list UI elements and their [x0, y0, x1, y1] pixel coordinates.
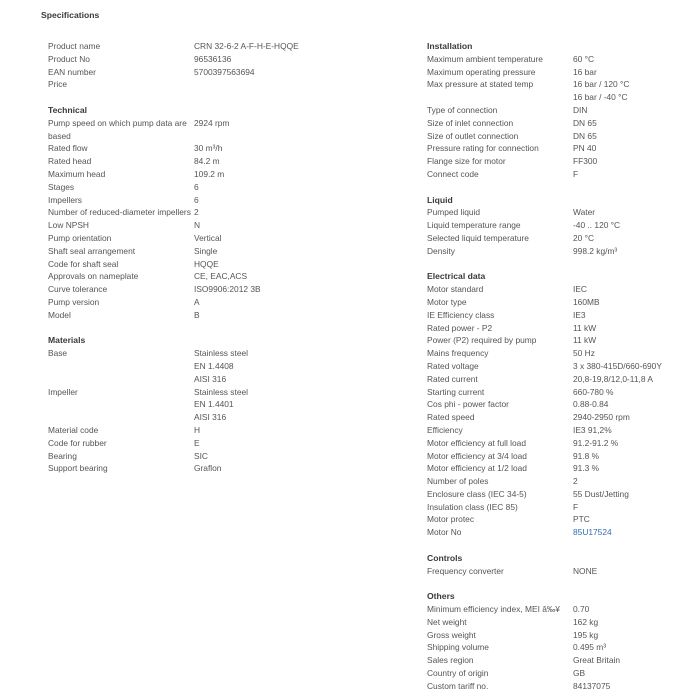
spec-label: Motor efficiency at 1/2 load — [427, 463, 527, 474]
spec-value: 16 bar — [573, 66, 597, 77]
spec-row — [427, 488, 697, 501]
spec-value: -40 .. 120 °C — [573, 220, 621, 231]
spec-value: Great Britain — [573, 655, 621, 666]
spec-value: NONE — [573, 565, 598, 576]
spec-value: 55 Dust/Jetting — [573, 488, 629, 499]
spec-row — [427, 130, 697, 143]
spec-label: Code for rubber — [48, 437, 107, 448]
spec-row — [427, 386, 697, 399]
spec-label: Sales region — [427, 655, 474, 666]
spec-label: Motor standard — [427, 284, 484, 295]
spec-label: Cos phi - power factor — [427, 399, 509, 410]
spec-row — [427, 680, 697, 693]
spec-value: 998.2 kg/m³ — [573, 245, 618, 256]
spec-row — [427, 526, 697, 539]
spec-row — [48, 142, 388, 155]
spec-value: 2 — [573, 476, 578, 487]
spec-row — [48, 437, 388, 450]
section-heading: Electrical data — [427, 271, 486, 282]
spec-row — [48, 258, 388, 271]
spec-row — [427, 168, 697, 181]
right-column — [427, 40, 697, 693]
spec-label: Rated head — [48, 156, 92, 167]
spec-row — [427, 654, 697, 667]
spec-label: Shipping volume — [427, 642, 489, 653]
spec-row — [48, 232, 388, 245]
spec-label: Enclosure class (IEC 34-5) — [427, 488, 527, 499]
spec-label: Shaft seal arrangement — [48, 245, 136, 256]
spec-row — [48, 78, 388, 91]
spec-row — [48, 347, 388, 360]
spec-label: Approvals on nameplate — [48, 271, 139, 282]
spec-label: Selected liquid temperature — [427, 232, 529, 243]
spec-value: 11 kW — [573, 335, 597, 346]
spec-row — [48, 40, 388, 53]
spec-label: Number of reduced-diameter impellers — [48, 207, 191, 218]
spec-label: Number of poles — [427, 476, 489, 487]
spec-row-continuation — [48, 398, 388, 411]
spec-row — [427, 450, 697, 463]
spec-value: IEC — [573, 284, 587, 295]
spec-row — [427, 462, 697, 475]
spec-value: AISI 316 — [194, 373, 227, 384]
spec-label: Motor efficiency at 3/4 load — [427, 450, 527, 461]
section-heading: Materials — [48, 335, 86, 346]
spec-label: Custom tariff no. — [427, 680, 489, 691]
spec-value: E — [194, 437, 200, 448]
spec-value: DIN — [573, 104, 588, 115]
spec-label-empty — [48, 398, 194, 411]
spec-value: 6 — [194, 181, 199, 192]
spec-label: Connect code — [427, 168, 479, 179]
spec-value: 109.2 m — [194, 168, 225, 179]
section-heading: Others — [427, 591, 455, 602]
spec-value: 162 kg — [573, 616, 599, 627]
spec-row — [48, 219, 388, 232]
others-section — [427, 590, 697, 692]
spec-value: F — [573, 501, 579, 512]
section-heading: Controls — [427, 552, 463, 563]
spec-row — [48, 450, 388, 463]
spec-row — [427, 437, 697, 450]
left-column — [48, 40, 388, 475]
spec-row — [48, 309, 388, 322]
spec-row — [427, 309, 697, 322]
spec-value: PTC — [573, 514, 590, 525]
spec-value: 91.8 % — [573, 450, 600, 461]
spec-label: Pump speed on which pump data are based — [48, 117, 187, 141]
spec-row — [427, 53, 697, 66]
liquid-section — [427, 194, 697, 258]
spec-value: FF300 — [573, 156, 598, 167]
spec-label: Impellers — [48, 194, 82, 205]
spec-value: 660-780 % — [573, 386, 614, 397]
spec-label: Maximum operating pressure — [427, 66, 536, 77]
spec-value: 6 — [194, 194, 199, 205]
spec-label: Type of connection — [427, 104, 498, 115]
spec-value: 5700397563694 — [194, 66, 255, 77]
general-section — [48, 40, 388, 91]
spec-row — [427, 603, 697, 616]
spec-row — [427, 641, 697, 654]
spec-value: AISI 316 — [194, 412, 227, 423]
spec-label: Rated current — [427, 373, 478, 384]
spec-value: 160MB — [573, 296, 600, 307]
spec-label: Rated flow — [48, 143, 88, 154]
spec-row-continuation — [48, 360, 388, 373]
spec-label: Pumped liquid — [427, 207, 481, 218]
spec-label: Size of outlet connection — [427, 130, 519, 141]
spec-row — [427, 78, 697, 91]
spec-value: 0.88-0.84 — [573, 399, 609, 410]
spec-value: CRN 32-6-2 A-F-H-E-HQQE — [194, 41, 299, 51]
electrical-section — [427, 270, 697, 539]
spec-label: Efficiency — [427, 424, 463, 435]
spec-label: Minimum efficiency index, MEI â‰¥ — [427, 604, 560, 615]
spec-label: Rated power - P2 — [427, 322, 493, 333]
spec-label: IE Efficiency class — [427, 309, 495, 320]
spec-row — [427, 155, 697, 168]
spec-label: Flange size for motor — [427, 156, 506, 167]
spec-label: Gross weight — [427, 629, 476, 640]
spec-row — [427, 411, 697, 424]
spec-value: A — [194, 296, 200, 307]
spec-value: 2924 rpm — [194, 117, 230, 128]
spec-value: 0.495 m³ — [573, 642, 607, 653]
spec-label: EAN number — [48, 66, 96, 77]
spec-value: Stainless steel — [194, 386, 248, 397]
spec-value: IE3 — [573, 309, 586, 320]
spec-row — [48, 117, 388, 143]
spec-value: Stainless steel — [194, 348, 248, 359]
spec-label: Pressure rating for connection — [427, 143, 539, 154]
spec-value: F — [573, 168, 579, 179]
spec-value: N — [194, 220, 201, 231]
spec-label: Rated voltage — [427, 360, 479, 371]
spec-row — [427, 296, 697, 309]
page-title: Specifications — [41, 10, 100, 20]
spec-value: 16 bar / -40 °C — [573, 92, 628, 103]
spec-row — [48, 53, 388, 66]
spec-value: DN 65 — [573, 130, 597, 141]
spec-row — [427, 398, 697, 411]
spec-value: HQQE — [194, 258, 219, 269]
spec-label: Rated speed — [427, 412, 475, 423]
spec-row — [48, 283, 388, 296]
spec-value: GB — [573, 668, 586, 679]
spec-row — [427, 616, 697, 629]
spec-row — [427, 565, 697, 578]
spec-row — [427, 104, 697, 117]
spec-row — [427, 322, 697, 335]
spec-row-continuation — [48, 411, 388, 424]
spec-row-continuation — [48, 373, 388, 386]
spec-value: Single — [194, 245, 218, 256]
technical-section — [48, 104, 388, 322]
spec-value: 91.3 % — [573, 463, 600, 474]
spec-row — [427, 501, 697, 514]
spec-value: 2940-2950 rpm — [573, 412, 630, 423]
spec-value: 60 °C — [573, 53, 595, 64]
spec-row — [427, 66, 697, 79]
spec-label: Motor No — [427, 527, 462, 538]
spec-label: Max pressure at stated temp — [427, 79, 534, 90]
spec-label: Product name — [48, 41, 101, 51]
spec-value — [194, 78, 388, 91]
spec-row — [48, 270, 388, 283]
spec-label: Size of inlet connection — [427, 117, 514, 128]
spec-row — [48, 66, 388, 79]
spec-label-empty — [48, 373, 194, 386]
spec-label: Support bearing — [48, 463, 108, 474]
spec-value: 96536136 — [194, 53, 232, 64]
spec-label: Price — [48, 79, 68, 90]
spec-row — [48, 424, 388, 437]
spec-label: Maximum head — [48, 168, 106, 179]
spec-label: Maximum ambient temperature — [427, 53, 543, 64]
controls-section — [427, 552, 697, 578]
spec-row — [427, 117, 697, 130]
spec-row — [427, 245, 697, 258]
spec-row — [427, 232, 697, 245]
spec-row — [427, 334, 697, 347]
spec-label: Low NPSH — [48, 220, 89, 231]
spec-row — [48, 462, 388, 475]
spec-value: ISO9906:2012 3B — [194, 284, 261, 295]
spec-value: B — [194, 309, 200, 320]
section-heading: Liquid — [427, 194, 453, 205]
spec-label: Curve tolerance — [48, 284, 108, 295]
spec-value: PN 40 — [573, 143, 597, 154]
spec-row — [427, 667, 697, 680]
motor-no-link[interactable]: 85U17524 — [573, 527, 612, 538]
spec-label: Mains frequency — [427, 348, 489, 359]
spec-label: Impeller — [48, 386, 78, 397]
spec-label: Product No — [48, 53, 90, 64]
spec-value: 2 — [194, 207, 199, 218]
spec-label: Pump orientation — [48, 232, 112, 243]
spec-row — [427, 475, 697, 488]
spec-label: Motor efficiency at full load — [427, 437, 526, 448]
spec-value: 20,8-19,8/12,0-11,8 A — [573, 373, 653, 384]
spec-label-empty — [427, 91, 573, 104]
spec-value: DN 65 — [573, 117, 597, 128]
spec-row — [48, 206, 388, 219]
spec-row — [48, 168, 388, 181]
spec-label: Material code — [48, 424, 99, 435]
spec-value: 30 m³/h — [194, 143, 223, 154]
spec-label: Motor type — [427, 296, 467, 307]
spec-value: 195 kg — [573, 629, 599, 640]
section-heading: Technical — [48, 104, 88, 115]
spec-row — [427, 629, 697, 642]
spec-row — [427, 360, 697, 373]
spec-label: Starting current — [427, 386, 485, 397]
spec-label: Code for shaft seal — [48, 258, 119, 269]
spec-label: Net weight — [427, 616, 467, 627]
spec-row — [427, 219, 697, 232]
spec-value: 20 °C — [573, 232, 595, 243]
spec-label: Power (P2) required by pump — [427, 335, 537, 346]
spec-value: 91.2-91.2 % — [573, 437, 619, 448]
spec-row — [427, 283, 697, 296]
spec-value: 3 x 380-415D/660-690Y — [573, 360, 662, 371]
spec-value: 84.2 m — [194, 156, 220, 167]
spec-value: EN 1.4408 — [194, 360, 234, 371]
materials-section — [48, 334, 388, 475]
spec-row — [427, 142, 697, 155]
spec-value: SIC — [194, 450, 208, 461]
spec-row — [48, 296, 388, 309]
spec-value: IE3 91,2% — [573, 424, 612, 435]
spec-value: Water — [573, 207, 596, 218]
spec-value: Graflon — [194, 463, 222, 474]
spec-label: Stages — [48, 181, 75, 192]
spec-value: 11 kW — [573, 322, 597, 333]
spec-label-empty — [48, 411, 194, 424]
spec-value: H — [194, 424, 201, 435]
spec-label: Motor protec — [427, 514, 475, 525]
spec-row — [427, 424, 697, 437]
spec-label: Pump version — [48, 296, 100, 307]
spec-row — [48, 245, 388, 258]
spec-label: Density — [427, 245, 455, 256]
spec-label-empty — [48, 360, 194, 373]
installation-section — [427, 40, 697, 181]
spec-row — [48, 194, 388, 207]
spec-label: Base — [48, 348, 68, 359]
spec-value: 84137075 — [573, 680, 611, 691]
spec-row-continuation — [427, 91, 697, 104]
spec-value: 16 bar / 120 °C — [573, 79, 630, 90]
spec-row — [48, 155, 388, 168]
spec-label: Country of origin — [427, 668, 489, 679]
spec-value: Vertical — [194, 232, 222, 243]
spec-row — [427, 373, 697, 386]
spec-label: Insulation class (IEC 85) — [427, 501, 518, 512]
spec-row — [427, 513, 697, 526]
spec-value: 50 Hz — [573, 348, 595, 359]
spec-value: EN 1.4401 — [194, 399, 234, 410]
section-heading: Installation — [427, 41, 473, 51]
spec-label: Model — [48, 309, 71, 320]
spec-value: CE, EAC,ACS — [194, 271, 248, 282]
spec-label: Liquid temperature range — [427, 220, 521, 231]
spec-row — [48, 386, 388, 399]
spec-value: 0.70 — [573, 604, 590, 615]
spec-row — [427, 347, 697, 360]
spec-label: Frequency converter — [427, 565, 504, 576]
spec-row — [427, 206, 697, 219]
spec-row — [48, 181, 388, 194]
spec-label: Bearing — [48, 450, 77, 461]
